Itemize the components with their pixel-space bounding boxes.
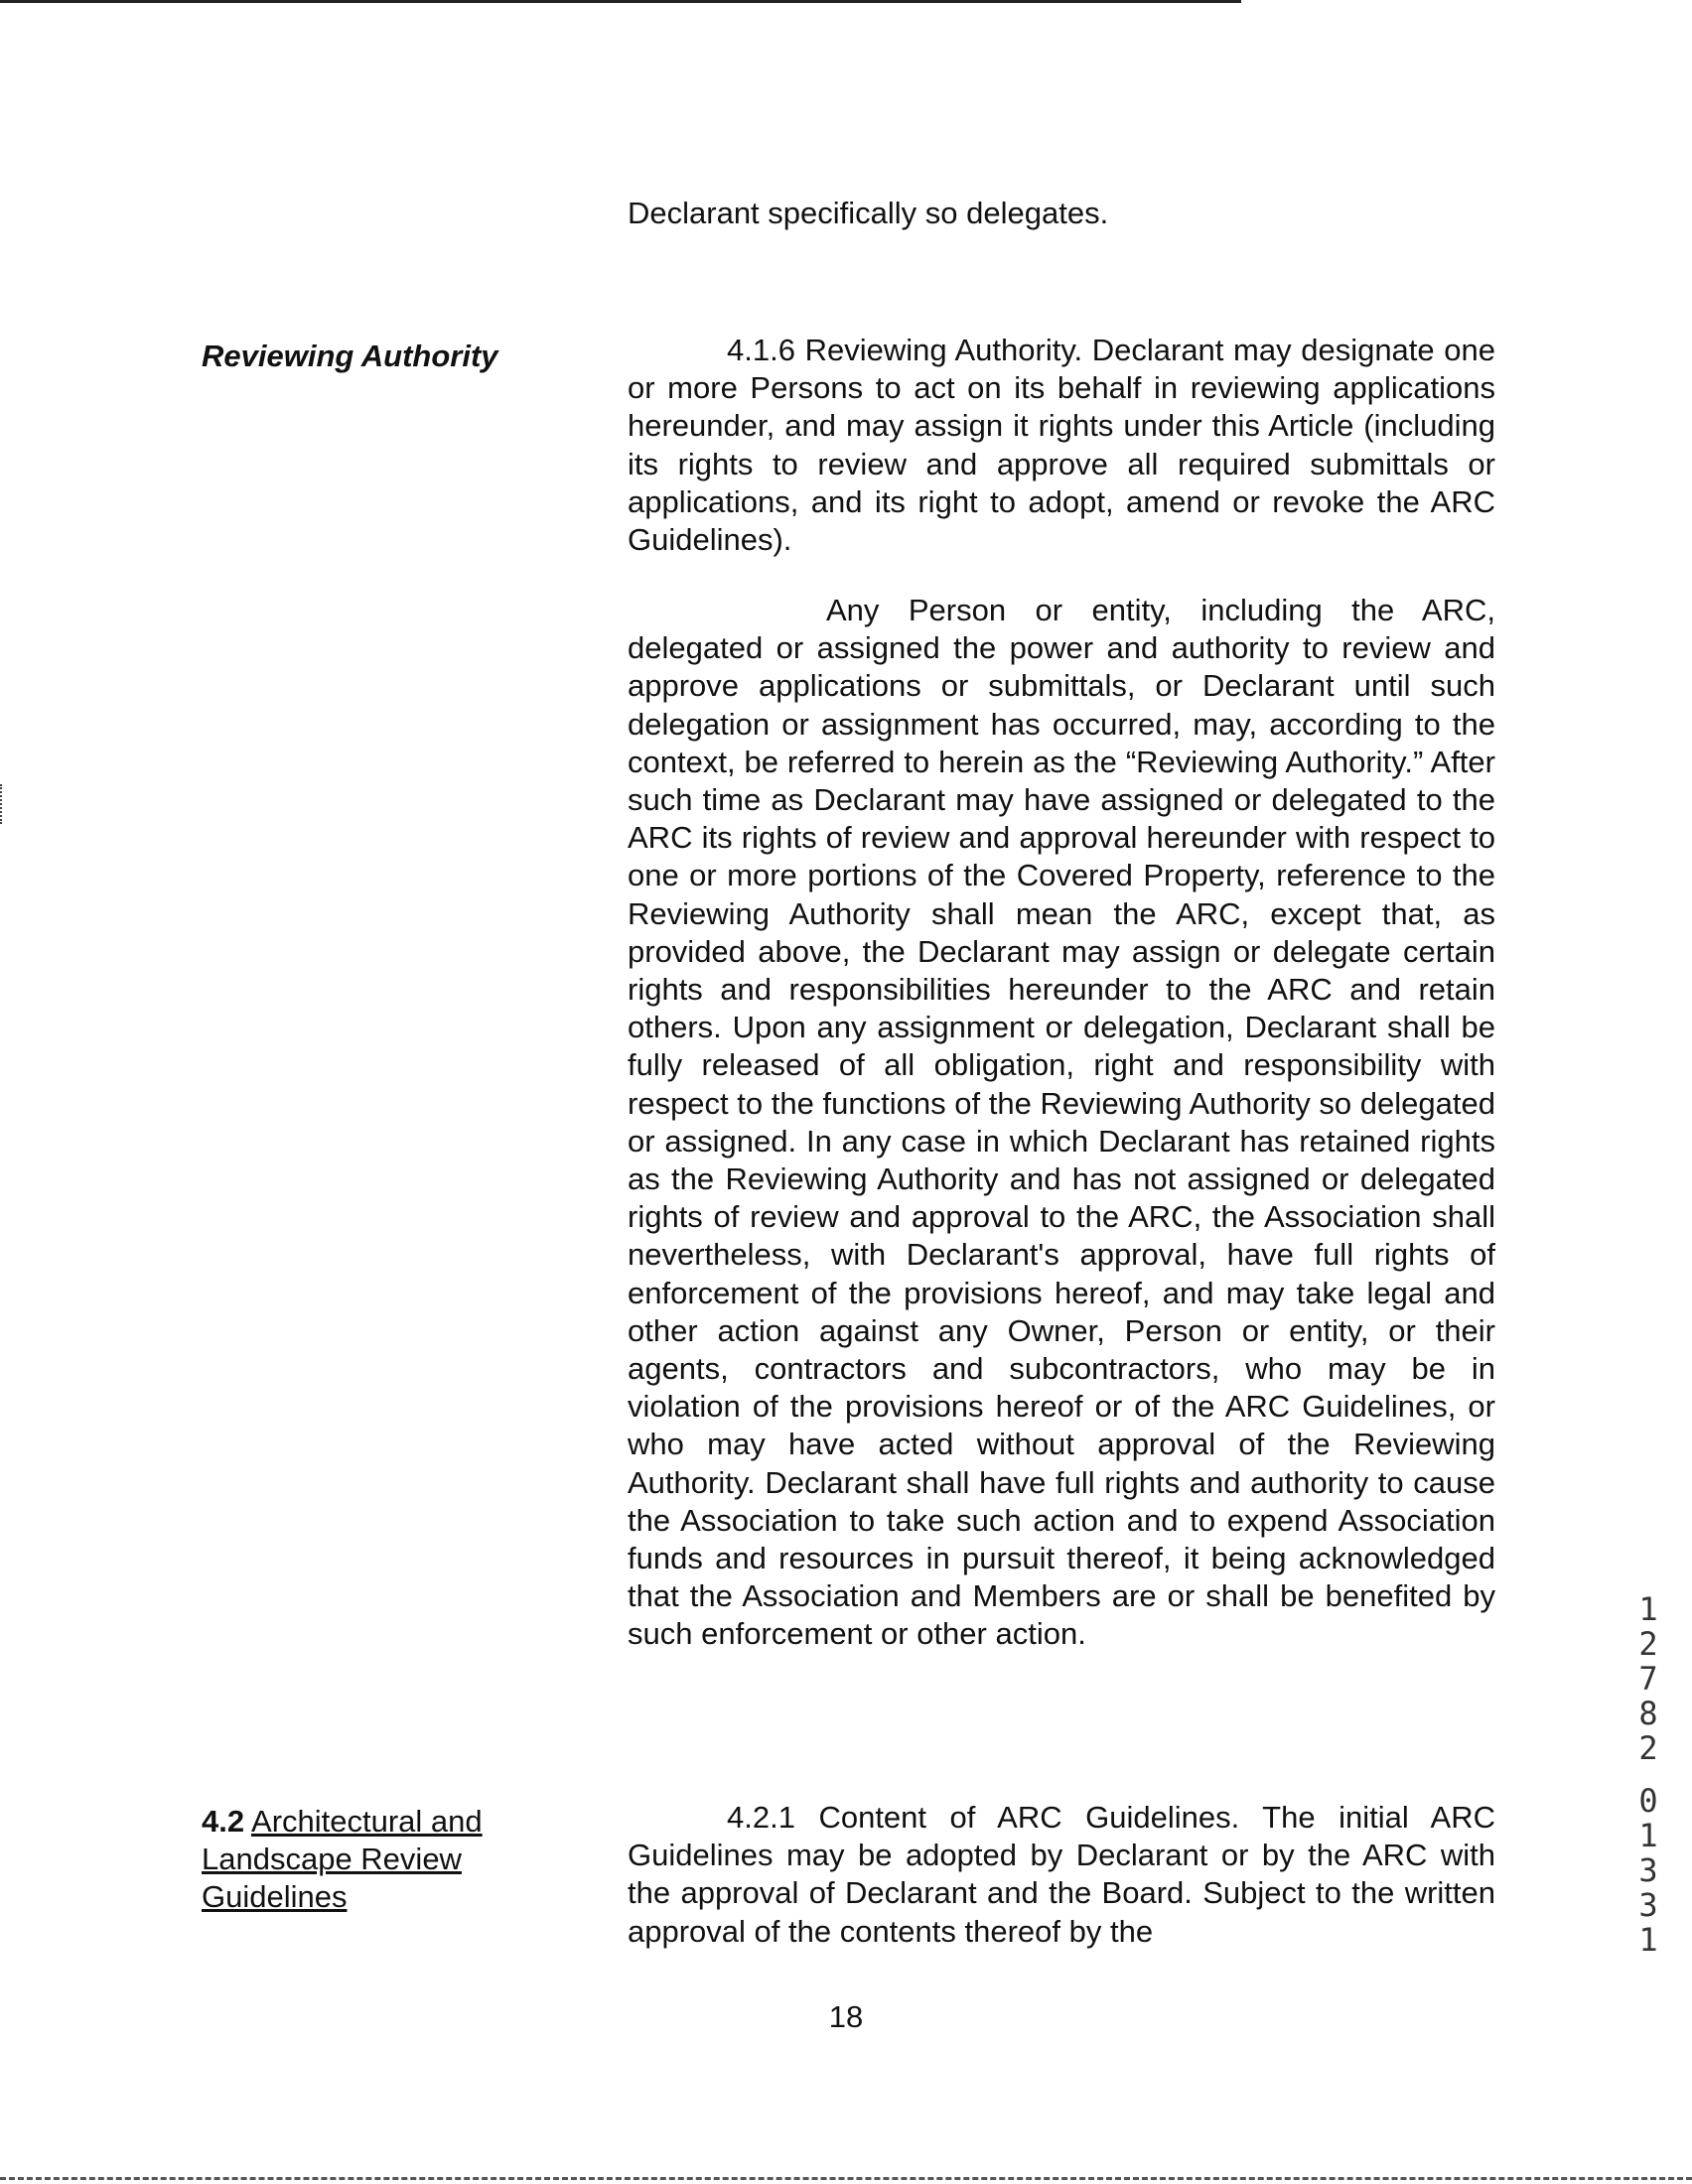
stamp-digit: 0 — [1638, 1782, 1658, 1820]
scan-border-top — [0, 0, 1241, 3]
stamp-digit: 1 — [1638, 1590, 1658, 1628]
stamp-digit: 2 — [1638, 1625, 1658, 1663]
paragraph-4-2-1: 4.2.1 Content of ARC Guidelines. The initial ARC Guidelines may be adopted by Declarant or by the ARC with the approval of Declarant and the Board. Subject to the written approval of the contents thereof by the — [628, 1800, 1495, 1949]
section-number: 4.2 — [202, 1804, 245, 1839]
paragraph-4-1-6-continued: Any Person or entity, including the ARC, delegated or assigned the power and authority to review and approve applications or submittals, or Declarant until such delegation or assignment has occurred, may, according to the context, be referred to herein as the “Reviewing Authority.” After such time as Declarant may have assigned or delegated to the ARC its rights of review and approval hereunder with respect to one or more portions of the Covered Property, reference to the Reviewing Authority shall mean the ARC, except that, as provided above, the Declarant may assign or delegate certain rights and responsibilities hereunder to the ARC and retain others. Upon any assignment or delegation, Declarant shall be fully released of all obligation, right and responsibility with respect to the functions of the Reviewing Authority so delegated or assigned. In any case in which Declarant has retained rights as the Reviewing Authority and has not assigned or delegated rights of review and approval to the ARC, the Association shall nevertheless, with Declarant's approval, have full rights of enforcement of the provisions hereof, and may take legal and other action against any Owner, Person or entity, or their agents, contractors and subcontractors, who may be in violation of the provisions hereof or of the ARC Guidelines, or who may have acted without approval of the Reviewing Authority. Declarant shall have full rights and authority to cause the Association to take such action and to expend Association funds and resources in pursuit thereof, it being acknowledged that the Association and Members are or shall be benefited by such enforcement or other action. — [628, 593, 1495, 1652]
stamp-digit: 8 — [1638, 1695, 1658, 1732]
stamp-digit: 7 — [1638, 1660, 1658, 1698]
intro-line: Declarant specifically so delegates. — [628, 196, 1109, 230]
stamp-digit: 3 — [1638, 1886, 1658, 1924]
paragraph-4-1-6: 4.1.6 Reviewing Authority. Declarant may designate one or more Persons to act on its behalf in reviewing applications hereunder, and may assign it rights under this Article (including its rights to review and approve all required submittals or applications, and its right to adopt, amend or revoke the ARC Guidelines). — [628, 333, 1495, 558]
scan-margin-mark — [0, 784, 5, 824]
document-number-stamp — [1628, 1592, 1668, 1958]
margin-heading-4-2 — [202, 1803, 559, 1917]
scan-border-bottom — [0, 2177, 1692, 2180]
page-number: 18 — [828, 1999, 864, 2034]
stamp-digit: 1 — [1638, 1921, 1658, 1959]
stamp-digit: 1 — [1638, 1817, 1658, 1854]
margin-heading-reviewing-authority: Reviewing Authority — [202, 339, 498, 373]
stamp-digit: 3 — [1638, 1851, 1658, 1889]
section-title: Architectural and Landscape Review Guidelines — [202, 1804, 483, 1915]
stamp-digit: 2 — [1638, 1729, 1658, 1767]
